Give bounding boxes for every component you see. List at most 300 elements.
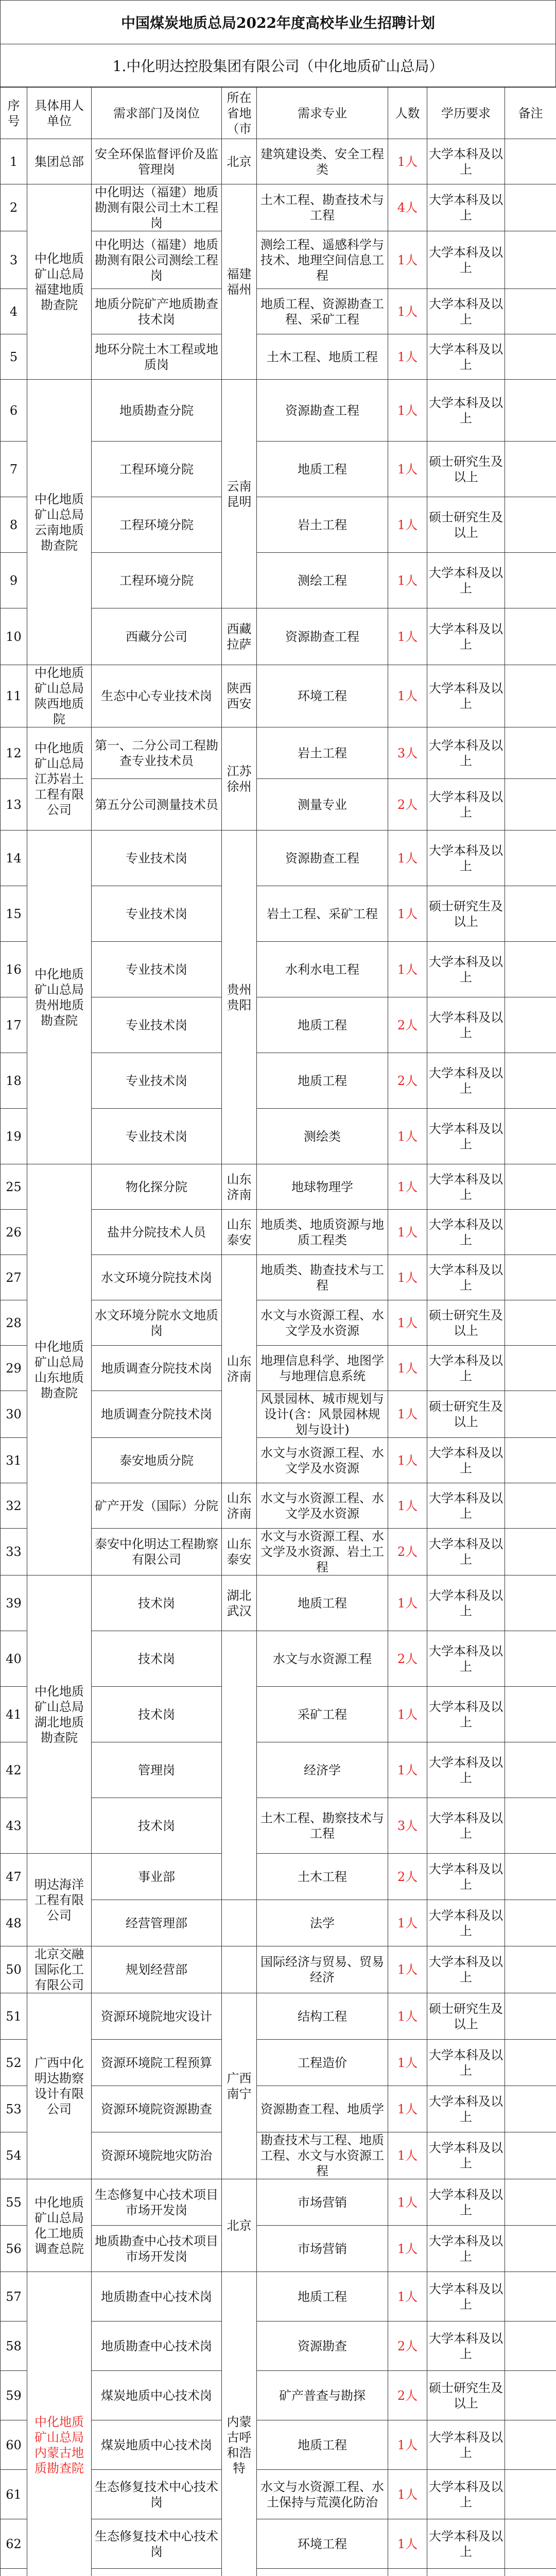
cell-count: 1人 — [388, 442, 427, 497]
cell-dept: 第一、二分公司工程勘查专业技术员 — [92, 727, 222, 779]
cell-note — [505, 1053, 556, 1109]
cell-note — [505, 1687, 556, 1742]
cell-seq: 41 — [1, 1687, 27, 1742]
cell-note — [505, 1164, 556, 1210]
cell-major: 土木工程、地质工程 — [257, 334, 388, 380]
cell-note — [505, 1210, 556, 1255]
cell-count: 1人 — [388, 2226, 427, 2272]
cell-location: 内蒙古呼和浩特 — [222, 2272, 257, 2576]
cell-seq: 60 — [1, 2420, 27, 2470]
cell-education: 大学本科及以上 — [427, 1631, 505, 1687]
cell-count: 1人 — [388, 831, 427, 886]
cell-note — [505, 380, 556, 442]
cell-count: 1人 — [388, 2040, 427, 2086]
cell-dept: 中化明达（福建）地质勘测有限公司土木工程岗 — [92, 184, 222, 231]
cell-location: 山东泰安 — [222, 1210, 257, 1255]
cell-count: 1人 — [388, 886, 427, 942]
cell-dept: 生态中心专业技术岗 — [92, 665, 222, 727]
cell-education: 大学本科及以上 — [427, 608, 505, 665]
cell-major: 地质类、勘查技术与工程 — [257, 1255, 388, 1300]
cell-education: 大学本科及以上 — [427, 831, 505, 886]
cell-note — [505, 442, 556, 497]
cell-dept: 地质勘查分院 — [92, 380, 222, 442]
cell-location: 山东济南 — [222, 1255, 257, 1483]
cell-education: 大学本科及以上 — [427, 2040, 505, 2086]
cell-seq: 58 — [1, 2321, 27, 2371]
cell-education: 大学本科及以上 — [427, 1346, 505, 1391]
cell-note — [505, 942, 556, 997]
cell-unit: 中化地质矿山总局云南地质勘查院 — [27, 380, 92, 665]
cell-unit: 明达海洋工程有限公司 — [27, 1854, 92, 1946]
table-row — [1, 1993, 556, 2040]
cell-dept: 专业技术岗 — [92, 1053, 222, 1109]
cell-seq: 13 — [1, 779, 27, 831]
cell-seq: 6 — [1, 380, 27, 442]
cell-major: 经济学 — [257, 1742, 388, 1798]
cell-education: 大学本科及以上 — [427, 184, 505, 231]
cell-count: 3人 — [388, 1798, 427, 1854]
cell-count: 4人 — [388, 184, 427, 231]
cell-note — [505, 2420, 556, 2470]
cell-dept: 工程环境分院 — [92, 442, 222, 497]
cell-note — [505, 831, 556, 886]
cell-dept: 水文环境分院水文地质岗 — [92, 1300, 222, 1346]
cell-seq: 4 — [1, 289, 27, 334]
cell-major: 地质工程、资源勘查工程、采矿工程 — [257, 289, 388, 334]
cell-dept: 技术岗 — [92, 1687, 222, 1742]
cell-note — [505, 1993, 556, 2040]
cell-location: 广西南宁 — [222, 1993, 257, 2179]
cell-count: 1人 — [388, 2420, 427, 2470]
cell-education: 大学本科及以上 — [427, 2179, 505, 2226]
cell-dept: 工程环境分院 — [92, 497, 222, 553]
cell-major: 采矿工程 — [257, 1687, 388, 1742]
header-count: 人数 — [388, 88, 427, 139]
cell-seq: 62 — [1, 2519, 27, 2569]
cell-education: 大学本科及以上 — [427, 779, 505, 831]
cell-unit: 中化地质矿山总局陕西地质院 — [27, 665, 92, 727]
cell-unit: 集团总部 — [27, 139, 92, 184]
cell-note — [505, 2132, 556, 2179]
cell-note — [505, 289, 556, 334]
header-dept: 需求部门及岗位 — [92, 88, 222, 139]
cell-note — [505, 665, 556, 727]
cell-count: 2人 — [388, 997, 427, 1053]
cell-unit: 中化地质矿山总局山东地质勘查院 — [27, 1164, 92, 1575]
cell-dept: 资源环境院地灾防治 — [92, 2132, 222, 2179]
cell-dept: 盐井分院技术人员 — [92, 1210, 222, 1255]
cell-count: 1人 — [388, 1900, 427, 1946]
cell-education: 大学本科及以上 — [427, 2226, 505, 2272]
cell-dept: 经营管理部 — [92, 1900, 222, 1946]
cell-dept: 地质勘查中心技术项目市场开发岗 — [92, 2226, 222, 2272]
cell-count: 2人 — [388, 1053, 427, 1109]
cell-count: 1人 — [388, 1993, 427, 2040]
document-title: 中国煤炭地质总局2022年度高校毕业生招聘计划 — [0, 0, 556, 44]
cell-education: 大学本科及以上 — [427, 997, 505, 1053]
table-row — [1, 2272, 556, 2321]
cell-seq: 56 — [1, 2226, 27, 2272]
cell-major: 测绘类 — [257, 1109, 388, 1164]
cell-major: 市场营销 — [257, 2179, 388, 2226]
cell-dept: 事业部 — [92, 1854, 222, 1900]
cell-seq: 52 — [1, 2040, 27, 2086]
cell-count: 1人 — [388, 1164, 427, 1210]
cell-major: 地质工程 — [257, 2420, 388, 2470]
cell-seq: 43 — [1, 1798, 27, 1854]
cell-seq: 51 — [1, 1993, 27, 2040]
cell-count: 2人 — [388, 2321, 427, 2371]
cell-major: 水文与水资源工程、水文学及水资源 — [257, 1300, 388, 1346]
cell-seq: 10 — [1, 608, 27, 665]
cell-count: 1人 — [388, 2086, 427, 2132]
table-row — [1, 380, 556, 442]
cell-education: 硕士研究生及以上 — [427, 886, 505, 942]
cell-education: 大学本科及以上 — [427, 1946, 505, 1993]
cell-seq: 30 — [1, 1391, 27, 1438]
header-education: 学历要求 — [427, 88, 505, 139]
cell-count: 1人 — [388, 1438, 427, 1483]
cell-count: 1人 — [388, 1575, 427, 1631]
cell-note — [505, 2569, 556, 2576]
cell-count: 3人 — [388, 727, 427, 779]
cell-major: 资源勘查 — [257, 2321, 388, 2371]
cell-note — [505, 2371, 556, 2420]
cell-seq: 9 — [1, 553, 27, 608]
cell-education: 大学本科及以上 — [427, 1798, 505, 1854]
cell-note — [505, 2040, 556, 2086]
cell-major: 土木工程 — [257, 1854, 388, 1900]
cell-dept: 生态修复中心技术项目市场开发岗 — [92, 2179, 222, 2226]
cell-major: 资源勘查工程 — [257, 608, 388, 665]
cell-major: 岩土工程 — [257, 727, 388, 779]
cell-seq: 40 — [1, 1631, 27, 1687]
cell-major: 水利水电工程 — [257, 942, 388, 997]
cell-dept — [92, 2569, 222, 2576]
cell-education: 硕士研究生及以上 — [427, 2371, 505, 2420]
cell-dept: 矿产开发（国际）分院 — [92, 1483, 222, 1529]
cell-major: 勘查技术与工程、地质工程、水文与水资源工程 — [257, 2132, 388, 2179]
cell-seq: 12 — [1, 727, 27, 779]
cell-major: 土木工程、勘查技术与工程 — [257, 184, 388, 231]
cell-note — [505, 2272, 556, 2321]
cell-education: 大学本科及以上 — [427, 1742, 505, 1798]
cell-dept: 管理岗 — [92, 1742, 222, 1798]
cell-education: 大学本科及以上 — [427, 1255, 505, 1300]
cell-seq: 57 — [1, 2272, 27, 2321]
cell-note — [505, 1854, 556, 1900]
cell-count: 2人 — [388, 1854, 427, 1900]
company-subtitle: 1.中化明达控股集团有限公司（中化地质矿山总局） — [0, 44, 556, 87]
cell-education: 大学本科及以上 — [427, 1109, 505, 1164]
cell-count — [388, 2569, 427, 2576]
cell-note — [505, 1346, 556, 1391]
cell-seq: 16 — [1, 942, 27, 997]
cell-education: 大学本科及以上 — [427, 1900, 505, 1946]
cell-seq: 26 — [1, 1210, 27, 1255]
cell-seq: 15 — [1, 886, 27, 942]
cell-major: 环境工程 — [257, 665, 388, 727]
cell-seq: 61 — [1, 2470, 27, 2519]
cell-count: 1人 — [388, 2272, 427, 2321]
cell-note — [505, 727, 556, 779]
cell-seq: 32 — [1, 1483, 27, 1529]
cell-count: 1人 — [388, 1210, 427, 1255]
cell-count: 1人 — [388, 1687, 427, 1742]
cell-dept: 水文环境分院技术岗 — [92, 1255, 222, 1300]
cell-education: 大学本科及以上 — [427, 231, 505, 289]
cell-education: 大学本科及以上 — [427, 1053, 505, 1109]
cell-education: 大学本科及以上 — [427, 2420, 505, 2470]
cell-note — [505, 1946, 556, 1993]
cell-note — [505, 1631, 556, 1687]
cell-education: 硕士研究生及以上 — [427, 442, 505, 497]
cell-note — [505, 1438, 556, 1483]
cell-dept: 专业技术岗 — [92, 1109, 222, 1164]
cell-note — [505, 1798, 556, 1854]
cell-dept: 中化明达（福建）地质勘测有限公司测绘工程岗 — [92, 231, 222, 289]
cell-education: 大学本科及以上 — [427, 942, 505, 997]
cell-seq: 18 — [1, 1053, 27, 1109]
cell-unit: 中化地质矿山总局化工地质调查总院 — [27, 2179, 92, 2272]
cell-note — [505, 497, 556, 553]
cell-dept: 技术岗 — [92, 1575, 222, 1631]
cell-seq: 1 — [1, 139, 27, 184]
cell-location: 福建福州 — [222, 184, 257, 380]
cell-count: 1人 — [388, 1109, 427, 1164]
cell-major: 地质工程 — [257, 442, 388, 497]
cell-dept: 煤炭地质中心技术岗 — [92, 2420, 222, 2470]
table-body — [1, 139, 556, 2576]
cell-count: 1人 — [388, 289, 427, 334]
cell-note — [505, 1300, 556, 1346]
cell-count: 1人 — [388, 497, 427, 553]
header-major: 需求专业 — [257, 88, 388, 139]
table-row — [1, 831, 556, 886]
cell-major: 地质工程 — [257, 1575, 388, 1631]
cell-major: 测量专业 — [257, 779, 388, 831]
cell-dept: 专业技术岗 — [92, 886, 222, 942]
cell-major: 土木工程、勘察技术与工程 — [257, 1798, 388, 1854]
cell-dept: 泰安地质分院 — [92, 1438, 222, 1483]
cell-unit: 中化地质矿山总局贵州地质勘查院 — [27, 831, 92, 1164]
cell-note — [505, 2086, 556, 2132]
cell-count: 1人 — [388, 608, 427, 665]
cell-education: 大学本科及以上 — [427, 289, 505, 334]
cell-education: 硕士研究生及以上 — [427, 1993, 505, 2040]
cell-count: 1人 — [388, 1255, 427, 1300]
cell-education: 大学本科及以上 — [427, 1438, 505, 1483]
cell-major: 法学 — [257, 1900, 388, 1946]
cell-major: 测绘工程 — [257, 553, 388, 608]
cell-dept: 生态修复技术中心技术岗 — [92, 2470, 222, 2519]
cell-dept: 专业技术岗 — [92, 942, 222, 997]
cell-major: 工程造价 — [257, 2040, 388, 2086]
cell-note — [505, 184, 556, 231]
cell-note — [505, 2321, 556, 2371]
cell-major: 测绘工程、遥感科学与技术、地理空间信息工程 — [257, 231, 388, 289]
cell-education: 硕士研究生及以上 — [427, 1300, 505, 1346]
cell-note — [505, 2470, 556, 2519]
cell-note — [505, 2519, 556, 2569]
cell-major: 岩土工程 — [257, 497, 388, 553]
cell-count: 1人 — [388, 942, 427, 997]
cell-note — [505, 1742, 556, 1798]
cell-count: 2人 — [388, 1529, 427, 1575]
cell-seq: 47 — [1, 1854, 27, 1900]
cell-seq: 8 — [1, 497, 27, 553]
cell-location: 西藏拉萨 — [222, 608, 257, 665]
cell-note — [505, 779, 556, 831]
cell-education: 大学本科及以上 — [427, 139, 505, 184]
cell-count: 1人 — [388, 553, 427, 608]
cell-dept: 地环分院土木工程或地质岗 — [92, 334, 222, 380]
cell-education: 大学本科及以上 — [427, 1529, 505, 1575]
cell-education: 大学本科及以上 — [427, 2519, 505, 2569]
cell-seq: 7 — [1, 442, 27, 497]
cell-education: 大学本科及以上 — [427, 2272, 505, 2321]
cell-count: 1人 — [388, 1946, 427, 1993]
cell-unit: 中化地质矿山总局内蒙古地质勘查院 — [27, 2272, 92, 2576]
cell-major: 资源勘查工程、地质学 — [257, 2086, 388, 2132]
cell-major: 地质工程 — [257, 2272, 388, 2321]
cell-dept: 地质调查分院技术岗 — [92, 1391, 222, 1438]
cell-seq: 19 — [1, 1109, 27, 1164]
cell-seq: 3 — [1, 231, 27, 289]
cell-count: 1人 — [388, 665, 427, 727]
cell-note — [505, 553, 556, 608]
cell-unit: 广西中化明达勘察设计有限公司 — [27, 1993, 92, 2179]
cell-major: 岩土工程、采矿工程 — [257, 886, 388, 942]
cell-dept: 资源环境院工程预算 — [92, 2040, 222, 2086]
cell-dept: 技术岗 — [92, 1798, 222, 1854]
cell-dept: 地质勘查中心技术岗 — [92, 2272, 222, 2321]
cell-education: 大学本科及以上 — [427, 1483, 505, 1529]
cell-major: 矿产普查与勘探 — [257, 2371, 388, 2420]
cell-education: 大学本科及以上 — [427, 334, 505, 380]
cell-seq — [1, 2569, 27, 2576]
cell-unit: 中化地质矿山总局江苏岩土工程有限公司 — [27, 727, 92, 831]
header-seq: 序号 — [1, 88, 27, 139]
cell-dept: 地质勘查中心技术岗 — [92, 2321, 222, 2371]
cell-seq: 53 — [1, 2086, 27, 2132]
cell-dept: 资源环境院地灾设计 — [92, 1993, 222, 2040]
cell-location: 山东泰安 — [222, 1529, 257, 1575]
cell-seq: 2 — [1, 184, 27, 231]
cell-dept: 西藏分公司 — [92, 608, 222, 665]
cell-seq: 33 — [1, 1529, 27, 1575]
cell-count: 2人 — [388, 2371, 427, 2420]
cell-dept: 安全环保监督评价及监管理岗 — [92, 139, 222, 184]
cell-location: 北京 — [222, 2179, 257, 2272]
cell-education: 大学本科及以上 — [427, 553, 505, 608]
cell-seq: 25 — [1, 1164, 27, 1210]
cell-education: 硕士研究生及以上 — [427, 497, 505, 553]
cell-note — [505, 139, 556, 184]
cell-note — [505, 1529, 556, 1575]
cell-location: 北京 — [222, 139, 257, 184]
cell-education: 大学本科及以上 — [427, 2086, 505, 2132]
cell-seq: 31 — [1, 1438, 27, 1483]
cell-major: 地质类、地质资源与地质工程类 — [257, 1210, 388, 1255]
cell-major: 国际经济与贸易、贸易经济 — [257, 1946, 388, 1993]
table-row — [1, 727, 556, 779]
cell-dept: 技术岗 — [92, 1631, 222, 1687]
cell-location: 湖北武汉 — [222, 1575, 257, 1631]
cell-seq: 42 — [1, 1742, 27, 1798]
cell-unit: 中化地质矿山总局福建地质勘查院 — [27, 184, 92, 380]
cell-seq: 59 — [1, 2371, 27, 2420]
cell-seq: 17 — [1, 997, 27, 1053]
table-row — [1, 2179, 556, 2226]
cell-education: 大学本科及以上 — [427, 1164, 505, 1210]
cell-seq: 39 — [1, 1575, 27, 1631]
cell-note — [505, 997, 556, 1053]
cell-location — [222, 1946, 257, 1993]
cell-education: 大学本科及以上 — [427, 2470, 505, 2519]
cell-education: 大学本科及以上 — [427, 665, 505, 727]
table-header-row — [1, 88, 556, 139]
cell-education: 大学本科及以上 — [427, 1575, 505, 1631]
table-row — [1, 1854, 556, 1900]
header-unit: 具体用人单位 — [27, 88, 92, 139]
cell-major: 水文与水资源工程、水文学及水资源 — [257, 1483, 388, 1529]
cell-note — [505, 1483, 556, 1529]
cell-note — [505, 886, 556, 942]
cell-dept: 煤炭地质中心技术岗 — [92, 2371, 222, 2420]
cell-education: 大学本科及以上 — [427, 2132, 505, 2179]
cell-major: 地质工程 — [257, 997, 388, 1053]
cell-seq: 14 — [1, 831, 27, 886]
cell-note — [505, 2226, 556, 2272]
cell-major: 水文与水资源工程、水土保持与荒漠化防治 — [257, 2470, 388, 2519]
cell-note — [505, 1391, 556, 1438]
cell-count: 1人 — [388, 231, 427, 289]
cell-seq: 11 — [1, 665, 27, 727]
cell-dept: 地质调查分院技术岗 — [92, 1346, 222, 1391]
cell-dept: 工程环境分院 — [92, 553, 222, 608]
cell-count: 1人 — [388, 139, 427, 184]
cell-major: 资源勘查工程 — [257, 831, 388, 886]
table-row — [1, 184, 556, 231]
cell-major: 结构工程 — [257, 1993, 388, 2040]
table-row — [1, 1164, 556, 1210]
table-row — [1, 1946, 556, 1993]
cell-note — [505, 334, 556, 380]
table-row — [1, 665, 556, 727]
cell-major: 水文与水资源工程、水文学及水资源 — [257, 1438, 388, 1483]
cell-seq: 5 — [1, 334, 27, 380]
cell-note — [505, 1109, 556, 1164]
cell-count: 1人 — [388, 2179, 427, 2226]
cell-dept: 规划经营部 — [92, 1946, 222, 1993]
cell-dept: 物化探分院 — [92, 1164, 222, 1210]
cell-count: 2人 — [388, 779, 427, 831]
cell-dept: 地质分院矿产地质勘查技术岗 — [92, 289, 222, 334]
cell-seq: 50 — [1, 1946, 27, 1993]
cell-education: 大学本科及以上 — [427, 380, 505, 442]
cell-count: 1人 — [388, 1346, 427, 1391]
cell-location: 江苏徐州 — [222, 727, 257, 831]
cell-dept: 资源环境院资源勘查 — [92, 2086, 222, 2132]
cell-count: 1人 — [388, 334, 427, 380]
cell-major: 建筑建设类、安全工程类 — [257, 139, 388, 184]
cell-count: 1人 — [388, 1300, 427, 1346]
cell-major: 市场营销 — [257, 2226, 388, 2272]
cell-education — [427, 2569, 505, 2576]
cell-location — [222, 1900, 257, 1946]
cell-note — [505, 1255, 556, 1300]
